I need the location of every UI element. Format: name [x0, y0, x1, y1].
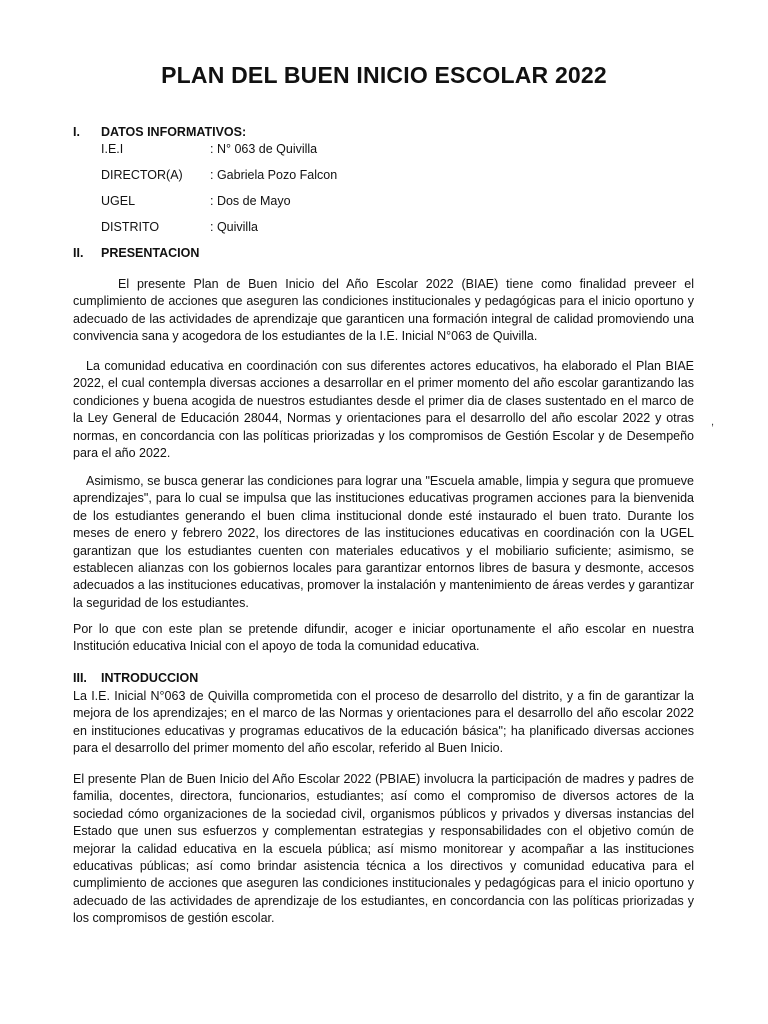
introduction-paragraph-1: La I.E. Inicial N°063 de Quivilla comprometida con el proceso de desarrollo del distrito, y a fin de garantizar la mejora de los aprendizajes; en el marco de las Normas y orientaciones para el desarrollo del año escolar 2022 en instituciones educativas y programas educativos de la educación básica"; ha planificado diversas acciones para el desarrollo del primer momento del año escolar, referido al Buen Inicio. — [73, 689, 694, 756]
document-title: PLAN DEL BUEN INICIO ESCOLAR 2022 — [161, 62, 607, 88]
section-title-presentacion: PRESENTACION — [101, 246, 200, 260]
section-title-datos-informativos: DATOS INFORMATIVOS: — [101, 125, 247, 139]
section-number-2: II. — [73, 246, 84, 260]
info-label-ugel: UGEL — [101, 194, 136, 208]
section-number-1: I. — [73, 125, 80, 139]
stray-mark: , — [711, 416, 715, 428]
presentation-paragraph-4: Por lo que con este plan se pretende difundir, acoger e iniciar oportunamente el año escolar en nuestra Institución educativa Inicial con el apoyo de toda la comunidad educativa. — [73, 622, 694, 654]
info-label-distrito: DISTRITO — [101, 220, 160, 234]
info-value-ugel: : Dos de Mayo — [210, 194, 291, 208]
info-value-iei: : N° 063 de Quivilla — [210, 142, 318, 156]
info-value-director: : Gabriela Pozo Falcon — [210, 168, 338, 182]
info-label-director: DIRECTOR(A) — [101, 168, 183, 182]
section-number-3: III. — [73, 671, 87, 685]
introduction-paragraph-2: El presente Plan de Buen Inicio del Año Escolar 2022 (PBIAE) involucra la participación de madres y padres de familia, docentes, directora, funcionarios, estudiantes; así como el compromiso de diversos actores de la sociedad cómo organizaciones de la sociedad civil, organismos públicos y privados y diversas instancias del Estado que unen sus esfuerzos y complementan estrategias y responsabilidades con el objetivo común de mejorar la calidad educativa en la escuela pública; así mismo monitorear y acompañar a las instituciones educativas públicas; así como brindar asistencia técnica a los directivos y comunidad educativa para el cumplimiento de acciones que aseguren las condiciones institucionales y pedagógicas para el inicio oportuno y adecuado de las actividades de aprendizaje de los estudiantes, en concordancia con las políticas priorizadas y los compromisos de gestión escolar. — [73, 772, 694, 926]
presentation-paragraph-1: El presente Plan de Buen Inicio del Año Escolar 2022 (BIAE) tiene como finalidad preveer el cumplimiento de acciones que aseguren las condiciones institucionales y pedagógicas para el inicio oportuno y adecuado de las actividades de aprendizaje que garanticen una formación integral de calidad promoviendo una convivencia sana y acogedora de los estudiantes de la I.E. Inicial N°063 de Quivilla. — [73, 277, 694, 344]
presentation-paragraph-2: La comunidad educativa en coordinación con sus diferentes actores educativos, ha elaborado el Plan BIAE 2022, el cual contempla diversas acciones a desarrollar en el primer momento del año escolar garantizando las condiciones y buena acogida de nuestros estudiantes desde el primer dia de clases sustentado en el marco de la Ley General de Educación 28044, Normas y orientaciones para el desarrollo del año escolar 2022 y otras normas, en concordancia con las políticas priorizadas y los compromisos de Gestión Escolar y de Desempeño para el año 2022. — [73, 359, 694, 461]
info-value-distrito: : Quivilla — [210, 220, 258, 234]
section-title-introduccion: INTRODUCCION — [101, 671, 199, 685]
presentation-paragraph-3: Asimismo, se busca generar las condiciones para lograr una "Escuela amable, limpia y segura que promueve aprendizajes", para lo cual se impulsa que las instituciones educativas programen acciones para la bienvenida de los estudiantes generando el buen clima institucional donde esté instaurado el buen trato. Durante los meses de enero y febrero 2022, los directores de las instituciones educativas en coordinación con la UGEL garantizan que los estudiantes cuenten con materiales educativos y el mobiliario suficiente; asimismo, se establecen alianzas con los gobiernos locales para garantizar entornos libres de basura y desmonte, accesos adecuados a las instituciones educativas, promover la instalación y mantenimiento de áreas verdes y garantizar la seguridad de los estudiantes. — [73, 474, 694, 610]
info-label-iei: I.E.I — [101, 142, 124, 156]
